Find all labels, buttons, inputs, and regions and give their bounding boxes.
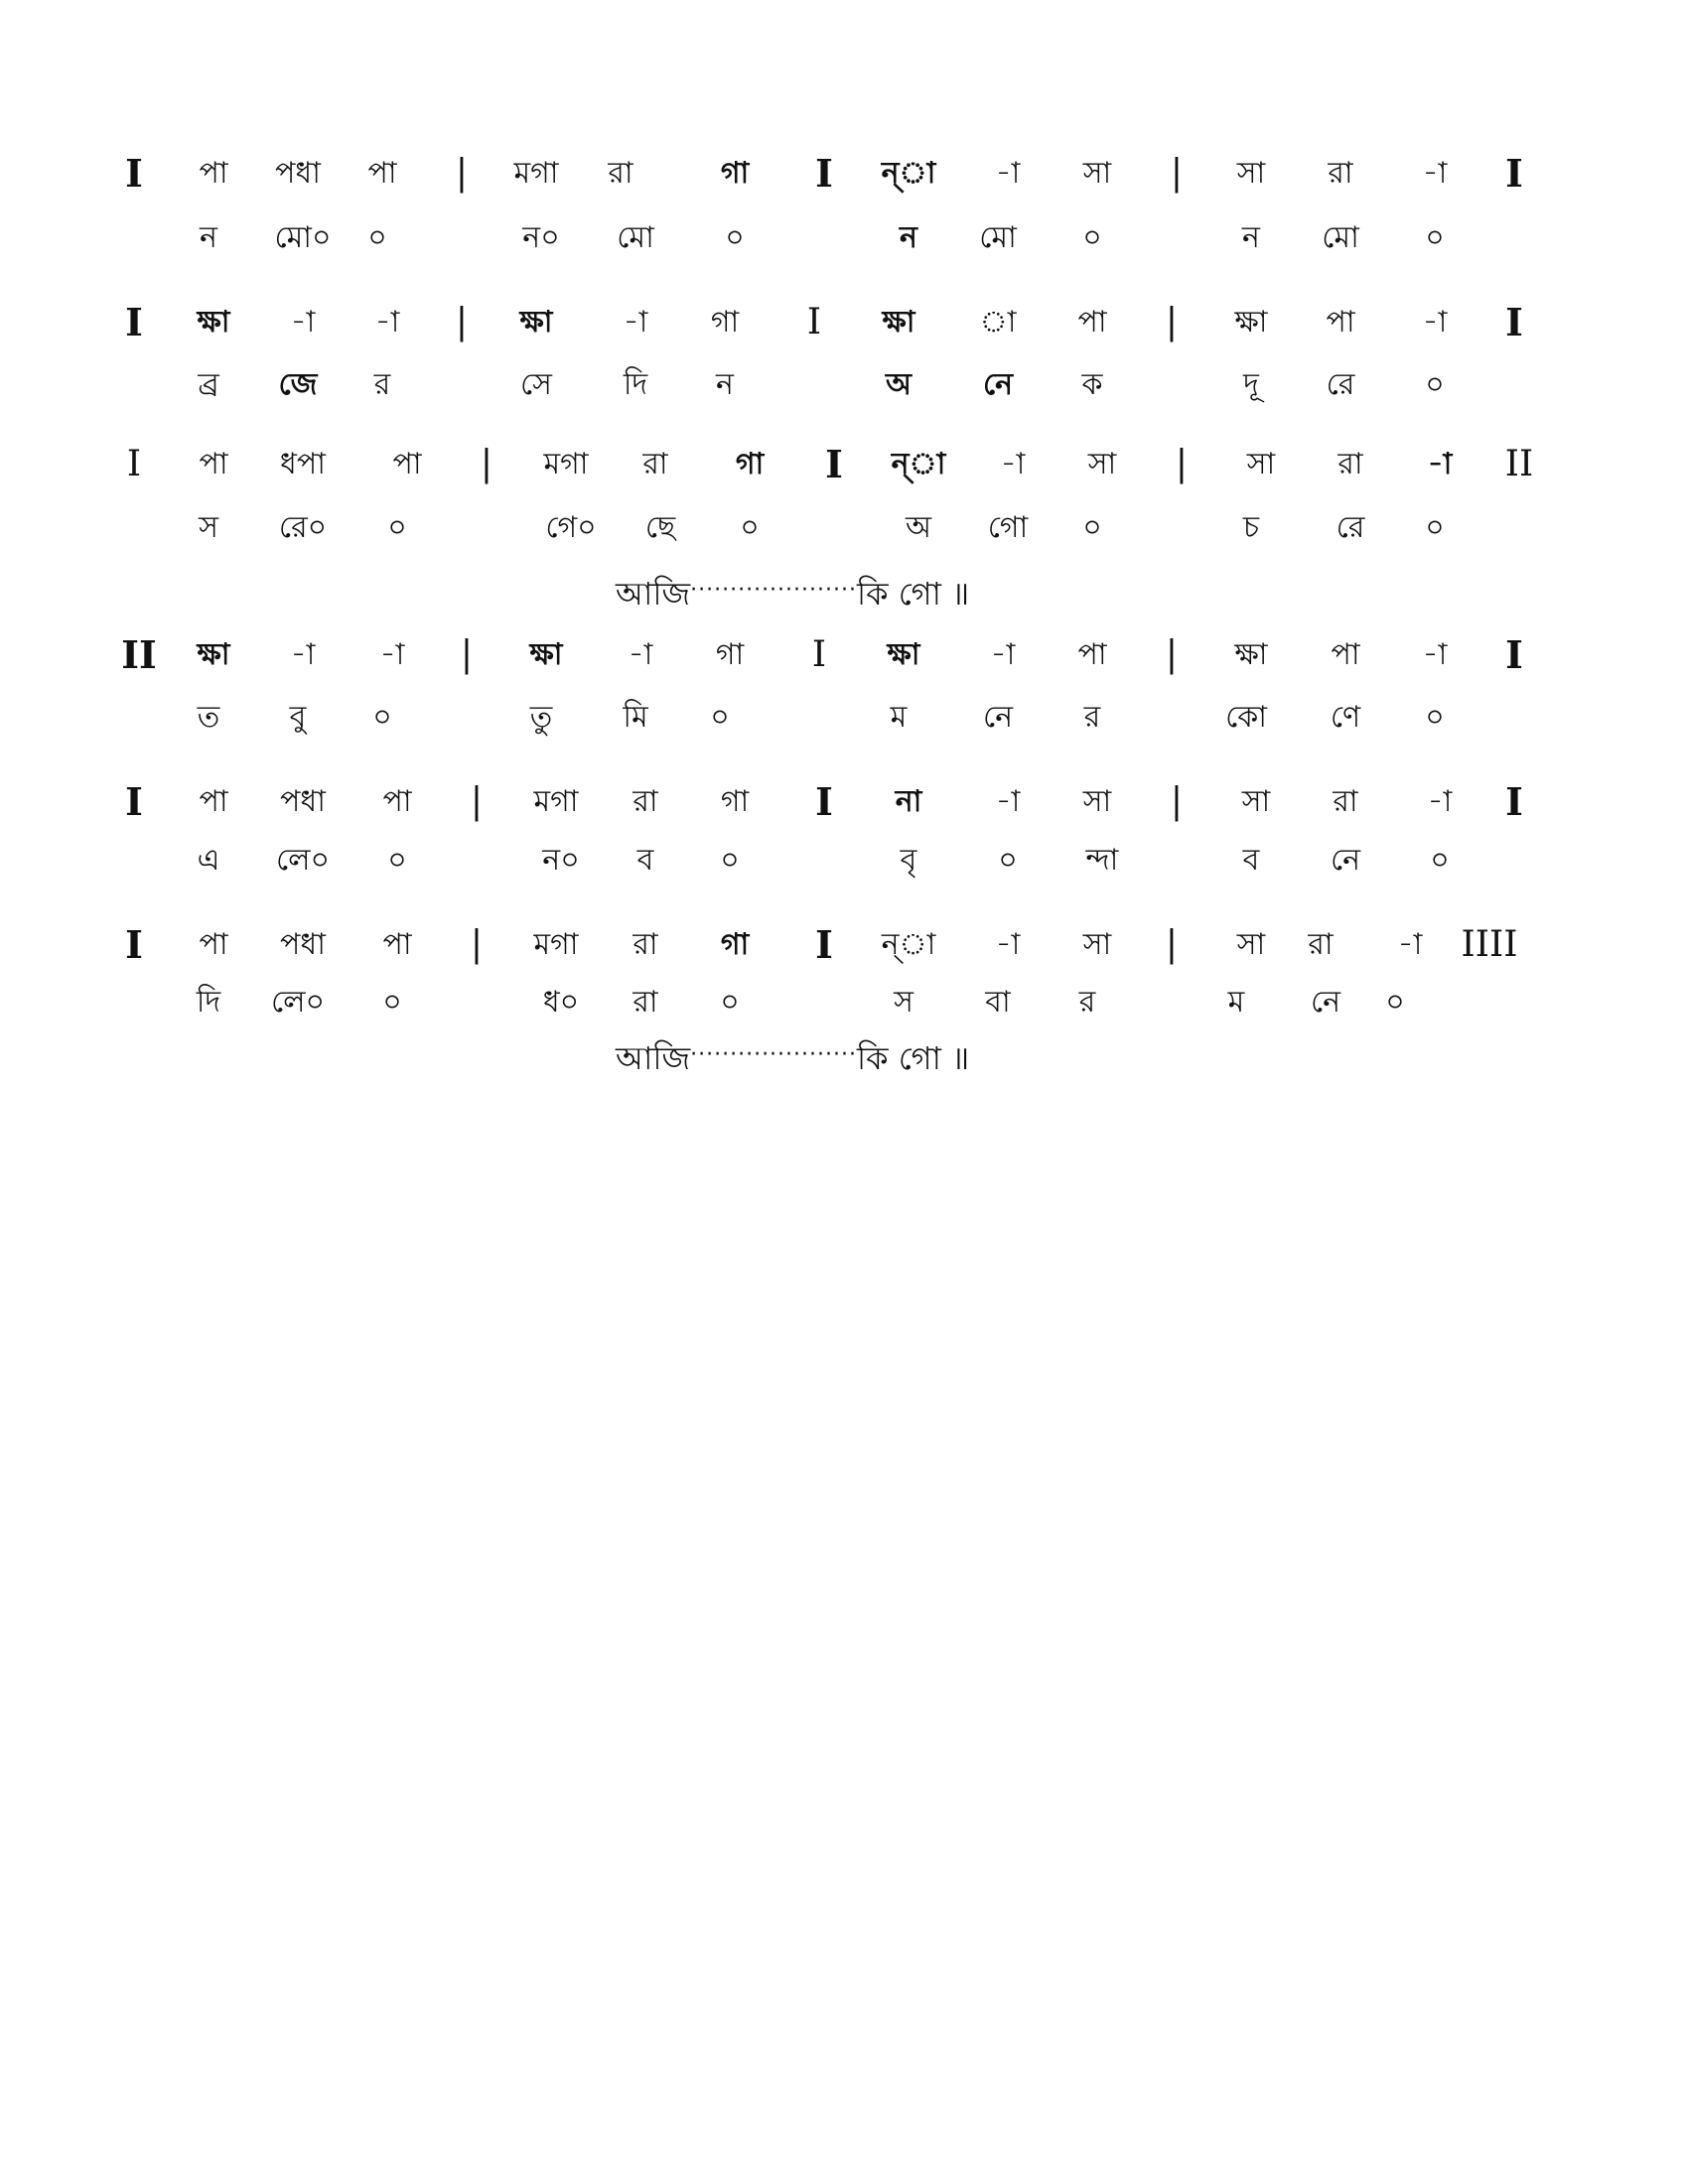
beat-divider: |: [1175, 444, 1189, 484]
lyric-syllable: ত: [197, 700, 220, 735]
lyric-syllable: ব: [1242, 843, 1260, 878]
note: -া: [1422, 156, 1448, 191]
lyric-syllable: রে০: [278, 510, 328, 545]
lyric-syllable: নে: [982, 367, 1014, 402]
lyrics-row-5: [0, 841, 1688, 900]
note: -া: [1427, 447, 1453, 481]
lyric-syllable: ০: [710, 700, 730, 735]
note: -া: [290, 305, 316, 340]
beat-divider: |: [470, 781, 484, 822]
swara-row-2: [0, 300, 1688, 362]
lyric-syllable: লে০: [270, 985, 326, 1020]
lyric-syllable: ০: [1082, 510, 1102, 545]
note: রা: [608, 156, 633, 191]
note: ন্া: [881, 156, 936, 191]
lyric-syllable: ন০: [542, 843, 580, 878]
note: ক্ষা: [197, 637, 230, 672]
lyric-syllable: রে: [1326, 367, 1355, 402]
lyric-syllable: ০: [382, 985, 402, 1020]
note: গা: [715, 637, 745, 672]
note: গা: [720, 784, 750, 819]
lyric-syllable: ০: [740, 510, 760, 545]
lyric-syllable: ০: [372, 700, 392, 735]
note: -া: [628, 637, 653, 672]
swara-row-6: [0, 922, 1688, 985]
refrain-marker: [616, 571, 969, 614]
lyric-syllable: বা: [985, 985, 1011, 1020]
note: গা: [710, 305, 740, 340]
note: পধা: [275, 156, 321, 191]
bar-line: I: [125, 151, 143, 196]
lyric-syllable: সে: [520, 367, 552, 402]
lyric-syllable: বু: [289, 700, 307, 735]
lyric-syllable: গে০: [545, 510, 597, 545]
refrain-start: আজি: [616, 575, 691, 613]
note: রা: [1333, 784, 1358, 819]
lyric-syllable: ০: [998, 843, 1018, 878]
note: -া: [379, 637, 405, 672]
lyric-syllable: দূ: [1243, 367, 1259, 402]
note: ন্া: [881, 927, 936, 962]
note: সা: [1241, 784, 1271, 819]
lyric-syllable: র: [1083, 700, 1101, 735]
note: সা: [1087, 447, 1117, 481]
lyric-syllable: ০: [1425, 510, 1445, 545]
note: পা: [392, 447, 422, 481]
lyric-syllable: ন০: [522, 220, 560, 255]
lyrics-row-2: [0, 365, 1688, 425]
note: -া: [374, 305, 400, 340]
lyric-syllable: মি: [623, 700, 648, 735]
lyric-syllable: লে০: [275, 843, 331, 878]
lyric-syllable: এ: [197, 843, 220, 878]
lyric-syllable: অ: [906, 510, 931, 545]
lyric-syllable: নে: [1310, 985, 1341, 1020]
note: -া: [1422, 305, 1448, 340]
lyric-syllable: গো: [987, 510, 1029, 545]
beat-divider: |: [455, 153, 469, 194]
bar-line: I: [806, 302, 822, 342]
beat-divider: |: [460, 634, 474, 675]
lyric-syllable: র: [373, 367, 391, 402]
lyric-syllable: ০: [725, 220, 745, 255]
note: পা: [382, 927, 412, 962]
lyric-syllable: মো: [979, 220, 1017, 255]
swara-row-1: [0, 151, 1688, 213]
end-bar-line: IIII: [1461, 924, 1518, 965]
note: রা: [1328, 156, 1353, 191]
note: পা: [1077, 305, 1107, 340]
note: রা: [633, 784, 658, 819]
swara-row-4: [0, 632, 1688, 695]
note: -া: [990, 637, 1016, 672]
refrain-end: কি গো ॥: [856, 575, 970, 613]
lyrics-row-4: [0, 698, 1688, 757]
note: গা: [735, 447, 765, 481]
note: -া: [1422, 637, 1448, 672]
lyric-syllable: ণে: [1330, 700, 1361, 735]
note: ধপা: [280, 447, 326, 481]
lyric-syllable: ০: [1430, 843, 1450, 878]
note: সা: [1236, 156, 1266, 191]
lyric-syllable: ছে: [644, 510, 676, 545]
lyric-syllable: জে: [278, 367, 318, 402]
note: -া: [1397, 927, 1423, 962]
note: ক্ষা: [1234, 637, 1268, 672]
refrain-start: আজি: [616, 1039, 691, 1077]
lyric-syllable: ন্দা: [1085, 843, 1119, 878]
note: পা: [367, 156, 397, 191]
note: সা: [1082, 927, 1112, 962]
note: -া: [623, 305, 648, 340]
lyric-syllable: ব্র: [198, 367, 219, 402]
note: গা: [720, 156, 750, 191]
bar-line: I: [815, 922, 833, 967]
note: মগা: [533, 927, 579, 962]
note: পা: [382, 784, 412, 819]
lyric-syllable: ব: [636, 843, 654, 878]
note: পা: [199, 784, 228, 819]
lyric-syllable: নে: [1330, 843, 1361, 878]
note: পা: [199, 927, 228, 962]
bar-line: I: [125, 922, 143, 967]
bar-line: I: [1505, 779, 1523, 824]
note: রা: [1308, 927, 1334, 962]
note: মগা: [543, 447, 589, 481]
bar-line: I: [811, 634, 827, 675]
note: রা: [642, 447, 668, 481]
lyric-syllable: ০: [1082, 220, 1102, 255]
note: া: [979, 305, 1017, 340]
note: ন্া: [891, 447, 946, 481]
lyric-syllable: ধ০: [542, 985, 580, 1020]
note: -া: [995, 927, 1021, 962]
note: -া: [290, 637, 316, 672]
lyric-syllable: বৃ: [900, 843, 917, 878]
lyric-syllable: স: [199, 510, 218, 545]
refrain-end: কি গো ॥: [856, 1039, 970, 1077]
bar-line: I: [1505, 632, 1523, 677]
note: মগা: [513, 156, 559, 191]
lyric-syllable: রা: [633, 985, 658, 1020]
bar-line: I: [125, 779, 143, 824]
note: সা: [1236, 927, 1266, 962]
note: সা: [1246, 447, 1276, 481]
bar-line: I: [1505, 151, 1523, 196]
lyric-syllable: অ: [886, 367, 912, 402]
lyric-syllable: ০: [1425, 367, 1445, 402]
note: ক্ষা: [529, 637, 563, 672]
refrain-marker: [616, 1035, 969, 1078]
lyric-syllable: স: [894, 985, 914, 1020]
lyric-syllable: ০: [1425, 220, 1445, 255]
lyric-syllable: নে: [982, 700, 1014, 735]
beat-divider: |: [1170, 781, 1184, 822]
note: রা: [1337, 447, 1363, 481]
lyric-syllable: ক: [1081, 367, 1103, 402]
beat-divider: |: [470, 924, 484, 965]
note: ক্ষা: [197, 305, 230, 340]
bar-line: I: [1505, 300, 1523, 344]
lyric-syllable: ন: [716, 367, 734, 402]
beat-divider: |: [1165, 302, 1179, 342]
beat-divider: |: [455, 302, 469, 342]
lyric-syllable: তু: [529, 700, 553, 735]
lyric-syllable: চ: [1242, 510, 1260, 545]
bar-line: I: [126, 444, 142, 484]
note: পা: [199, 156, 228, 191]
lyric-syllable: ০: [720, 985, 740, 1020]
beat-divider: |: [480, 444, 493, 484]
note: না: [895, 784, 922, 819]
lyric-syllable: ম: [890, 700, 908, 735]
note: পা: [1326, 305, 1355, 340]
lyric-syllable: দি: [196, 985, 221, 1020]
lyric-syllable: রে: [1336, 510, 1365, 545]
bar-line: II: [1504, 444, 1534, 484]
bar-line: II: [121, 632, 157, 677]
bar-line: I: [815, 779, 833, 824]
note: -া: [995, 156, 1021, 191]
lyrics-row-6: [0, 983, 1688, 1042]
lyric-syllable: মো: [617, 220, 654, 255]
note: -া: [1427, 784, 1453, 819]
swara-row-5: [0, 779, 1688, 842]
lyrics-row-1: [0, 218, 1688, 278]
note: ক্ষা: [519, 305, 553, 340]
lyric-syllable: ন: [200, 220, 217, 255]
note: মগা: [533, 784, 579, 819]
lyric-syllable: ০: [1425, 700, 1445, 735]
refrain-dots: ·····················: [690, 1042, 857, 1067]
beat-divider: |: [1165, 924, 1179, 965]
note: পধা: [280, 927, 326, 962]
lyric-syllable: ন: [900, 220, 917, 255]
lyric-syllable: কো: [1225, 700, 1267, 735]
lyric-syllable: ০: [387, 510, 407, 545]
note: ক্ষা: [1234, 305, 1268, 340]
lyric-syllable: দি: [623, 367, 648, 402]
beat-divider: |: [1170, 153, 1184, 194]
beat-divider: |: [1165, 634, 1179, 675]
lyric-syllable: ০: [720, 843, 740, 878]
lyrics-row-3: [0, 508, 1688, 568]
bar-line: I: [815, 151, 833, 196]
bar-line: I: [125, 300, 143, 344]
note: -া: [995, 784, 1021, 819]
note: ক্ষা: [887, 637, 920, 672]
note: পধা: [280, 784, 326, 819]
note: রা: [633, 927, 658, 962]
lyric-syllable: ০: [387, 843, 407, 878]
lyric-syllable: মো০: [274, 220, 332, 255]
lyric-syllable: ম: [1227, 985, 1245, 1020]
lyric-syllable: র: [1078, 985, 1096, 1020]
note: -া: [1000, 447, 1026, 481]
note: সা: [1082, 784, 1112, 819]
refrain-dots: ·····················: [690, 578, 857, 603]
note: পা: [1077, 637, 1107, 672]
note: গা: [720, 927, 750, 962]
lyric-syllable: ০: [367, 220, 387, 255]
lyric-syllable: মো: [1322, 220, 1359, 255]
note: সা: [1082, 156, 1112, 191]
note: পা: [1331, 637, 1360, 672]
bar-line: I: [825, 442, 843, 486]
lyric-syllable: ০: [1385, 985, 1405, 1020]
note: ক্ষা: [882, 305, 915, 340]
lyric-syllable: ন: [1242, 220, 1260, 255]
note: পা: [199, 447, 228, 481]
swara-row-3: [0, 442, 1688, 504]
